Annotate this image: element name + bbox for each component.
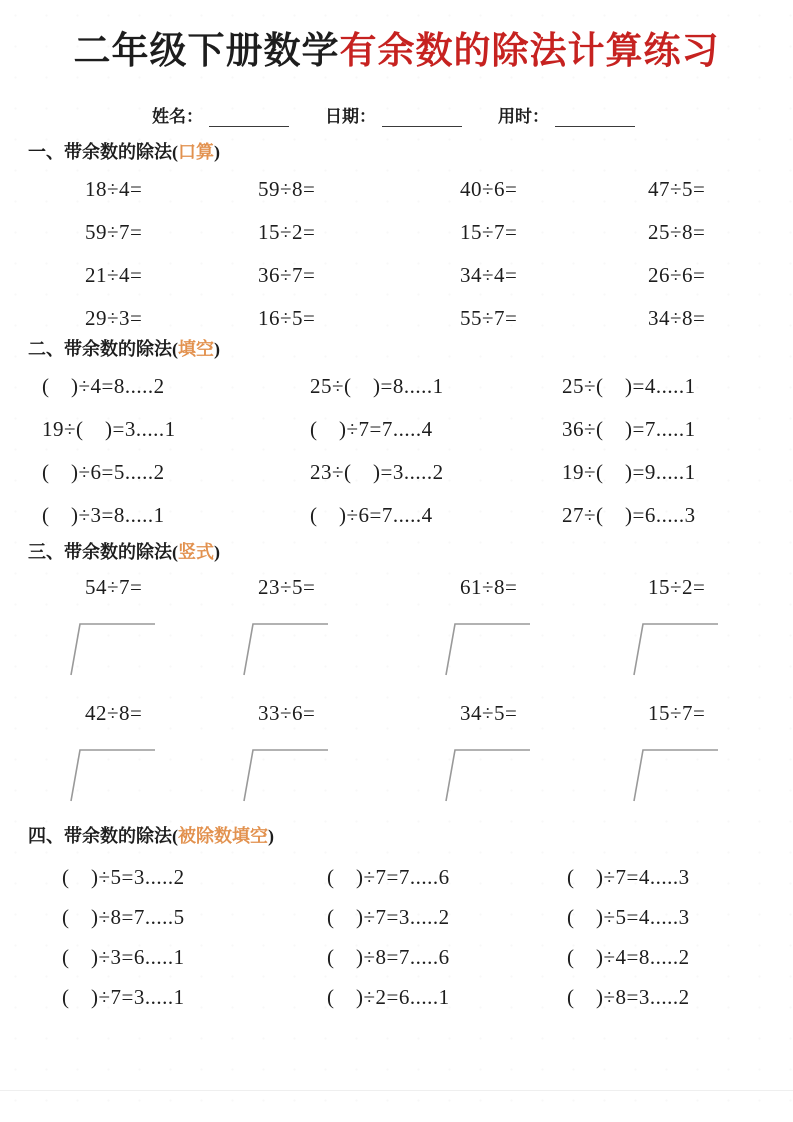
problem-expression: 61÷8= xyxy=(460,575,518,600)
problem-expression: 59÷7= xyxy=(85,220,143,245)
page-bottom-edge xyxy=(0,1090,793,1091)
paren-close: ) xyxy=(214,339,220,360)
problem-expression: 25÷( )=4.....1 xyxy=(562,374,696,399)
section-3-label: 三、带余数的除法 xyxy=(28,542,172,563)
time-used-field-label: 用时： xyxy=(498,107,549,127)
problem-expression: ( )÷6=5.....2 xyxy=(42,460,165,485)
name-field xyxy=(152,102,289,127)
problem-expression: 55÷7= xyxy=(460,306,518,331)
section-2-label: 二、带余数的除法 xyxy=(28,339,172,360)
problem-expression: 27÷( )=6.....3 xyxy=(562,503,696,528)
problem-expression: 15÷2= xyxy=(648,575,706,600)
problem-expression: 19÷( )=3.....1 xyxy=(42,417,176,442)
problem-expression: 25÷8= xyxy=(648,220,706,245)
section-4-heading xyxy=(28,825,793,847)
problem-expression: 19÷( )=9.....1 xyxy=(562,460,696,485)
problem-expression: ( )÷6=7.....4 xyxy=(310,503,433,528)
section-2-heading xyxy=(28,338,793,360)
problem-expression: 21÷4= xyxy=(85,263,143,288)
problem-expression: 29÷3= xyxy=(85,306,143,331)
paren-open: ( xyxy=(172,826,178,847)
problem-expression: 16÷5= xyxy=(258,306,316,331)
long-division-bracket xyxy=(630,747,722,803)
vertical-problem xyxy=(460,699,648,803)
vertical-problem xyxy=(460,573,648,677)
problem-expression: ( )÷8=3.....2 xyxy=(567,985,690,1010)
vertical-problem xyxy=(648,699,793,803)
section-1-label: 一、带余数的除法 xyxy=(28,142,172,163)
problem-expression: 54÷7= xyxy=(85,575,143,600)
time-used-field xyxy=(498,102,635,127)
problem-expression: ( )÷4=8.....2 xyxy=(42,374,165,399)
paren-close: ) xyxy=(268,826,274,847)
name-field-label: 姓名： xyxy=(152,107,203,127)
problem-expression: 36÷( )=7.....1 xyxy=(562,417,696,442)
problem-expression: ( )÷7=3.....2 xyxy=(327,905,450,930)
problem-expression: 26÷6= xyxy=(648,263,706,288)
problem-expression: ( )÷7=3.....1 xyxy=(62,985,185,1010)
section-4-subtitle: 被除数填空 xyxy=(178,826,268,847)
paren-open: ( xyxy=(172,542,178,563)
problem-expression: ( )÷4=8.....2 xyxy=(567,945,690,970)
long-division-bracket xyxy=(442,621,534,677)
section-4-problems xyxy=(62,863,793,1011)
long-division-bracket xyxy=(630,621,722,677)
section-2-problems xyxy=(42,372,793,529)
problem-expression: ( )÷3=8.....1 xyxy=(42,503,165,528)
section-1-heading xyxy=(28,141,793,163)
problem-expression: 23÷( )=3.....2 xyxy=(310,460,444,485)
problem-expression: ( )÷3=6.....1 xyxy=(62,945,185,970)
problem-expression: ( )÷8=7.....6 xyxy=(327,945,450,970)
paren-close: ) xyxy=(214,142,220,163)
problem-expression: ( )÷5=4.....3 xyxy=(567,905,690,930)
vertical-problem xyxy=(85,573,258,677)
long-division-bracket xyxy=(442,747,534,803)
section-1-problems xyxy=(85,175,793,332)
long-division-bracket xyxy=(240,747,332,803)
problem-expression: 15÷7= xyxy=(460,220,518,245)
problem-expression: ( )÷7=4.....3 xyxy=(567,865,690,890)
problem-expression: ( )÷7=7.....4 xyxy=(310,417,433,442)
problem-expression: 34÷8= xyxy=(648,306,706,331)
date-field xyxy=(325,102,462,127)
section-1-subtitle: 口算 xyxy=(178,142,214,163)
section-3-problems xyxy=(85,573,793,803)
date-field-blank xyxy=(382,109,462,127)
problem-expression: 34÷5= xyxy=(460,701,518,726)
paren-open: ( xyxy=(172,339,178,360)
problem-expression: 36÷7= xyxy=(258,263,316,288)
time-used-field-blank xyxy=(555,109,635,127)
long-division-bracket xyxy=(67,747,159,803)
problem-expression: ( )÷7=7.....6 xyxy=(327,865,450,890)
vertical-problem xyxy=(258,573,460,677)
page-title xyxy=(0,0,793,74)
name-field-blank xyxy=(209,109,289,127)
vertical-problem xyxy=(648,573,793,677)
problem-expression: 47÷5= xyxy=(648,177,706,202)
problem-expression: ( )÷5=3.....2 xyxy=(62,865,185,890)
problem-expression: 40÷6= xyxy=(460,177,518,202)
problem-expression: 33÷6= xyxy=(258,701,316,726)
section-3-heading xyxy=(28,541,793,563)
date-field-label: 日期： xyxy=(325,107,376,127)
section-4-label: 四、带余数的除法 xyxy=(28,826,172,847)
page-title-red: 有余数的除法计算练习 xyxy=(339,30,720,71)
problem-expression: 59÷8= xyxy=(258,177,316,202)
problem-expression: ( )÷2=6.....1 xyxy=(327,985,450,1010)
long-division-bracket xyxy=(240,621,332,677)
problem-expression: 34÷4= xyxy=(460,263,518,288)
vertical-problem xyxy=(85,699,258,803)
problem-expression: 25÷( )=8.....1 xyxy=(310,374,444,399)
section-3-subtitle: 竖式 xyxy=(178,542,214,563)
student-info-row xyxy=(152,102,793,127)
problem-expression: 42÷8= xyxy=(85,701,143,726)
long-division-bracket xyxy=(67,621,159,677)
page-title-black: 二年级下册数学 xyxy=(73,30,340,71)
problem-expression: ( )÷8=7.....5 xyxy=(62,905,185,930)
paren-close: ) xyxy=(214,542,220,563)
problem-expression: 15÷7= xyxy=(648,701,706,726)
problem-expression: 23÷5= xyxy=(258,575,316,600)
vertical-problem xyxy=(258,699,460,803)
paren-open: ( xyxy=(172,142,178,163)
problem-expression: 15÷2= xyxy=(258,220,316,245)
section-2-subtitle: 填空 xyxy=(178,339,214,360)
problem-expression: 18÷4= xyxy=(85,177,143,202)
